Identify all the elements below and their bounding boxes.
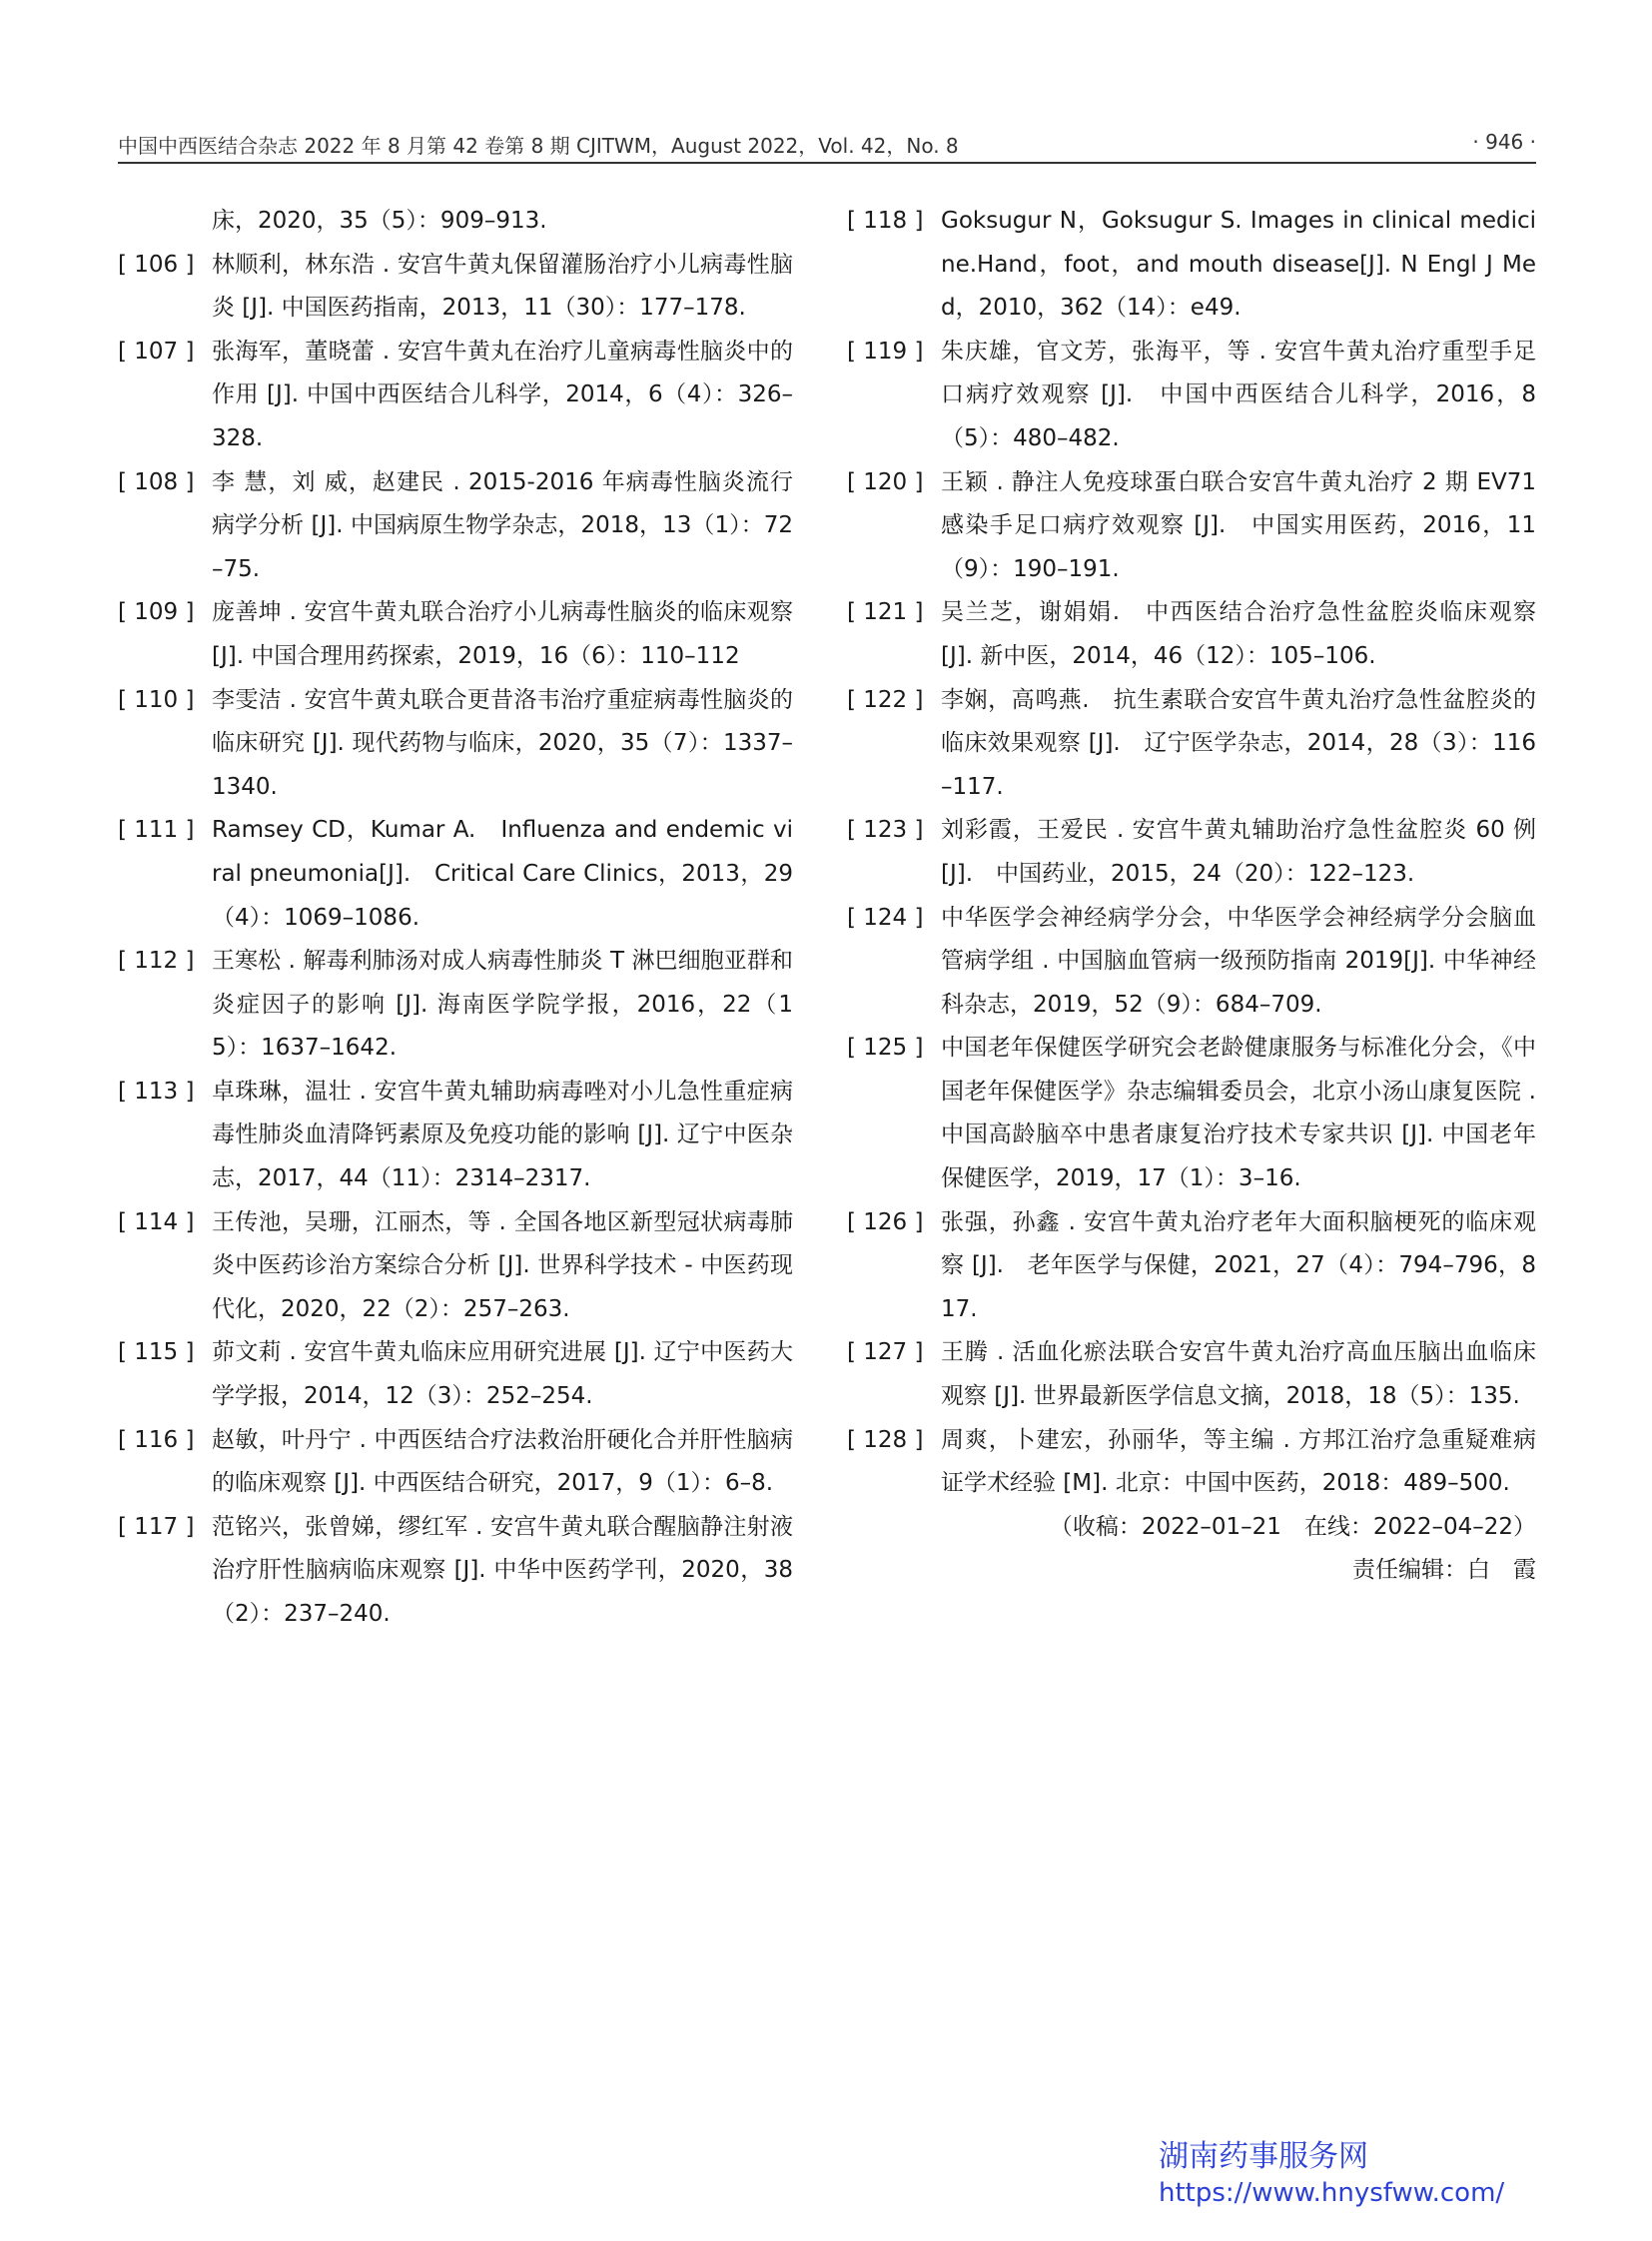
reference-number: [ 108 ] (118, 468, 195, 495)
reference-text: 张强，孙鑫 . 安宫牛黄丸治疗老年大面积脑梗死的临床观察 [J]. 老年医学与保健，2021，27（4）：794–796，817. (941, 1208, 1536, 1322)
reference-item (118, 1331, 793, 1418)
reference-item (118, 331, 793, 461)
site-watermark[interactable] (1159, 2139, 1504, 2211)
receipt-dates: （收稿：2022–01–21 在线：2022–04–22） (1049, 1513, 1536, 1540)
reference-text: 林顺利，林东浩 . 安宫牛黄丸保留灌肠治疗小儿病毒性脑炎 [J]. 中国医药指南，2013，11（30）：177–178. (212, 251, 793, 322)
reference-item (847, 1027, 1536, 1200)
reference-item (118, 809, 793, 940)
reference-item (847, 1201, 1536, 1332)
reference-item (118, 1419, 793, 1506)
reference-text: 李娴，高鸣燕. 抗生素联合安宫牛黄丸治疗急性盆腔炎的临床效果观察 [J]. 辽宁医学杂志，2014，28（3）：116–117. (941, 686, 1536, 800)
reference-list-left (118, 244, 793, 1637)
reference-number: [ 118 ] (847, 208, 924, 234)
reference-item (118, 1201, 793, 1332)
reference-number: [ 107 ] (118, 338, 195, 365)
reference-item (847, 1331, 1536, 1418)
reference-number: [ 106 ] (118, 251, 195, 278)
reference-number: [ 112 ] (118, 948, 195, 975)
reference-number: [ 123 ] (847, 817, 924, 844)
watermark-site-name: 湖南药事服务网 (1159, 2139, 1368, 2174)
journal-citation-line: 中国中西医结合杂志 2022 年 8 月第 42 卷第 8 期 CJITWM，August 2022，Vol. 42，No. 8 (118, 134, 959, 158)
reference-number: [ 124 ] (847, 904, 924, 931)
reference-number: [ 127 ] (847, 1339, 924, 1366)
reference-item (847, 679, 1536, 810)
reference-list-right (847, 200, 1536, 1506)
responsible-editor: 责任编辑：白 霞 (1352, 1557, 1536, 1584)
reference-item (847, 1419, 1536, 1506)
reference-text: 王腾 . 活血化瘀法联合安宫牛黄丸治疗高血压脑出血临床观察 [J]. 世界最新医学信息文摘，2018，18（5）：135. (941, 1339, 1536, 1410)
reference-item (118, 679, 793, 810)
reference-item (847, 331, 1536, 461)
reference-item (847, 897, 1536, 1028)
reference-text: 周爽，卜建宏，孙丽华，等主编 . 方邦江治疗急重疑难病证学术经验 [M]. 北京：中国中医药，2018：489–500. (941, 1426, 1536, 1497)
reference-item (118, 1506, 793, 1637)
reference-number: [ 126 ] (847, 1208, 924, 1235)
running-header (118, 126, 1536, 164)
reference-number: [ 114 ] (118, 1208, 195, 1235)
reference-text: 王颖 . 静注人免疫球蛋白联合安宫牛黄丸治疗 2 期 EV71 感染手足口病疗效观察 [J]. 中国实用医药，2016，11（9）：190–191. (941, 468, 1536, 582)
reference-text: 张海军，董晓蕾 . 安宫牛黄丸在治疗儿童病毒性脑炎中的作用 [J]. 中国中西医结合儿科学，2014，6（4）：326–328. (212, 338, 793, 451)
left-column (118, 200, 793, 1637)
right-column (847, 200, 1536, 1593)
reference-text: 王传池，吴珊，江丽杰，等 . 全国各地区新型冠状病毒肺炎中医药诊治方案综合分析 [J]. 世界科学技术 - 中医药现代化，2020，22（2）：257–263. (212, 1208, 793, 1322)
reference-text: 庞善坤 . 安宫牛黄丸联合治疗小儿病毒性脑炎的临床观察 [J]. 中国合理用药探索，2019，16（6）：110–112 (212, 599, 793, 669)
reference-item (847, 461, 1536, 592)
reference-continuation: 床，2020，35（5）：909–913. (212, 208, 547, 234)
reference-item (118, 591, 793, 678)
page-number: · 946 · (1472, 130, 1536, 154)
reference-item (847, 809, 1536, 896)
reference-text: 卓珠琳，温壮 . 安宫牛黄丸辅助病毒唑对小儿急性重症病毒性肺炎血清降钙素原及免疫功能的影响 [J]. 辽宁中医杂志，2017，44（11）：2314–2317. (212, 1078, 793, 1192)
reference-number: [ 110 ] (118, 686, 195, 713)
reference-item (118, 244, 793, 331)
reference-number: [ 119 ] (847, 338, 924, 365)
reference-text: 中华医学会神经病学分会，中华医学会神经病学分会脑血管病学组 . 中国脑血管病一级预防指南 2019[J]. 中华神经科杂志，2019，52（9）：684–709. (941, 904, 1536, 1018)
watermark-url[interactable]: https://www.hnysfww.com/ (1159, 2178, 1505, 2208)
reference-item (118, 461, 793, 592)
reference-text: 王寒松 . 解毒利肺汤对成人病毒性肺炎 T 淋巴细胞亚群和炎症因子的影响 [J]. 海南医学院学报，2016，22（15）：1637–1642. (212, 948, 793, 1062)
reference-text: 范铭兴，张曾娣，缪红军 . 安宫牛黄丸联合醒脑静注射液治疗肝性脑病临床观察 [J]. 中华中医药学刊，2020，38（2）：237–240. (212, 1513, 793, 1627)
reference-number: [ 128 ] (847, 1426, 924, 1453)
reference-text: 李 慧，刘 威，赵建民 . 2015-2016 年病毒性脑炎流行病学分析 [J]. 中国病原生物学杂志，2018，13（1）：72–75. (212, 468, 793, 582)
reference-text: 吴兰芝，谢娟娟. 中西医结合治疗急性盆腔炎临床观察 [J]. 新中医，2014，46（12）：105–106. (941, 599, 1536, 669)
reference-number: [ 116 ] (118, 1426, 195, 1453)
reference-item (118, 940, 793, 1071)
reference-number: [ 121 ] (847, 599, 924, 626)
reference-text: 李雯洁 . 安宫牛黄丸联合更昔洛韦治疗重症病毒性脑炎的临床研究 [J]. 现代药物与临床，2020，35（7）：1337–1340. (212, 686, 793, 800)
reference-number: [ 115 ] (118, 1339, 195, 1366)
reference-item (118, 1071, 793, 1201)
reference-text: 中国老年保健医学研究会老龄健康服务与标准化分会，《中国老年保健医学》杂志编辑委员会，北京小汤山康复医院 . 中国高龄脑卒中患者康复治疗技术专家共识 [J]. 中国老年保健医学，2019，17（1）：3–16. (941, 1035, 1536, 1192)
reference-number: [ 111 ] (118, 817, 195, 844)
reference-item (847, 200, 1536, 331)
reference-number: [ 109 ] (118, 599, 195, 626)
reference-text: 朱庆雄，官文芳，张海平，等 . 安宫牛黄丸治疗重型手足口病疗效观察 [J]. 中国中西医结合儿科学，2016，8（5）：480–482. (941, 338, 1536, 451)
reference-number: [ 122 ] (847, 686, 924, 713)
reference-number: [ 117 ] (118, 1513, 195, 1540)
reference-text: Ramsey CD，Kumar A. Influenza and endemic viral pneumonia[J]. Critical Care Clinics，2013，29（4）：1069–1086. (212, 817, 793, 931)
reference-number: [ 113 ] (118, 1078, 195, 1105)
reference-number: [ 120 ] (847, 468, 924, 495)
reference-text: 赵敏，叶丹宁 . 中西医结合疗法救治肝硬化合并肝性脑病的临床观察 [J]. 中西医结合研究，2017，9（1）：6–8. (212, 1426, 793, 1497)
reference-text: 茆文莉 . 安宫牛黄丸临床应用研究进展 [J]. 辽宁中医药大学学报，2014，12（3）：252–254. (212, 1339, 793, 1410)
reference-item (847, 591, 1536, 678)
reference-text: 刘彩霞，王爱民 . 安宫牛黄丸辅助治疗急性盆腔炎 60 例 [J]. 中国药业，2015，24（20）：122–123. (941, 817, 1536, 887)
reference-text: Goksugur N，Goksugur S. Images in clinical medicine.Hand，foot，and mouth disease[J]. N Engl J Med，2010，362（14）：e49. (941, 208, 1536, 322)
reference-number: [ 125 ] (847, 1035, 924, 1062)
